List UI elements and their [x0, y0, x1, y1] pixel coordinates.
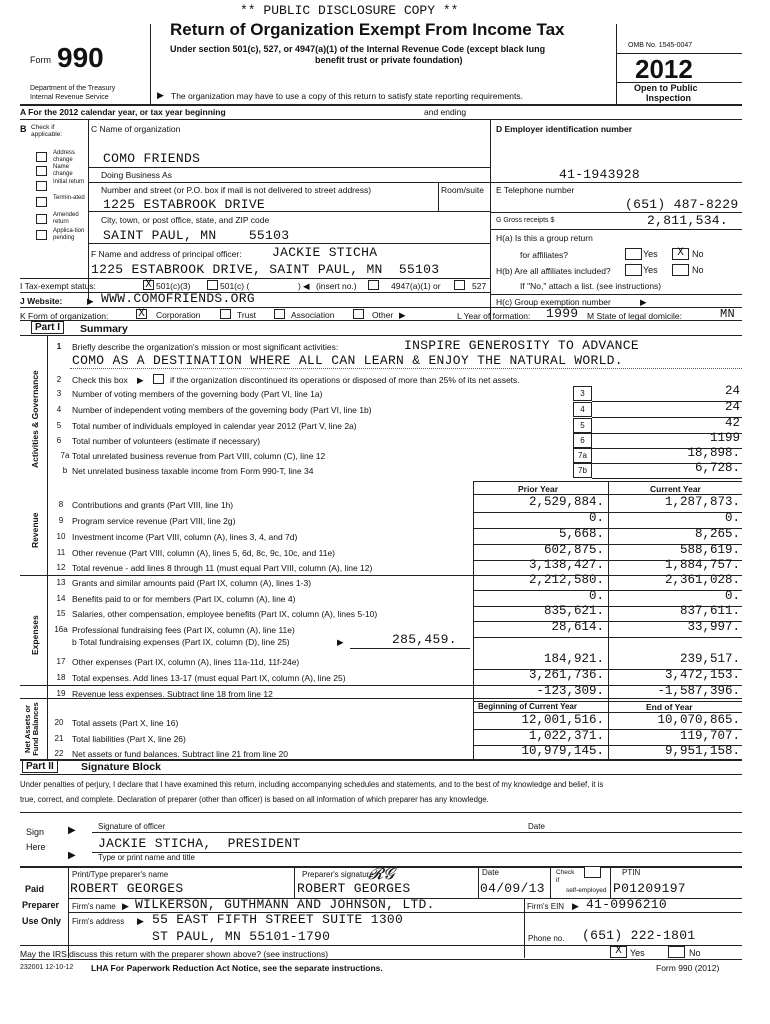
prep-date-value: 04/09/13	[480, 881, 545, 896]
other-arrow-icon: ▶	[399, 310, 406, 320]
line16b-value: 285,459.	[392, 632, 457, 647]
gov-line-num: 4	[56, 405, 62, 414]
line2-num: 2	[56, 375, 62, 384]
status-4947-label: 4947(a)(1) or	[391, 281, 441, 291]
subtitle-line3: The organization may have to use a copy of this return to satisfy state reporting requirements.	[171, 91, 523, 101]
domicile-value: MN	[720, 307, 736, 321]
phone-no-label: Phone no.	[528, 934, 565, 943]
hc-arrow-icon: ▶	[640, 297, 647, 307]
gov-line-label: Number of independent voting members of the governing body (Part VI, line 1b)	[72, 405, 372, 415]
arrow-icon: ▶	[157, 90, 164, 100]
fin-prior-value: 602,875.	[543, 543, 604, 557]
ein-label: D Employer identification number	[496, 124, 633, 134]
self-employed-label: self-employed	[566, 887, 607, 894]
gov-line-num: 6	[56, 436, 62, 445]
line16b-arrow-icon: ▶	[337, 637, 344, 647]
dept-line1: Department of the Treasury	[30, 85, 116, 92]
website-value: WWW.COMOFRIENDS.ORG	[101, 291, 255, 306]
fin-prior-value: -123,309.	[536, 684, 604, 698]
org-name-label: C Name of organization	[91, 124, 181, 134]
fin-line-label: Other expenses (Part IX, column (A), lines 11a-11d, 11f-24e)	[72, 657, 300, 667]
mission-line2: COMO AS A DESTINATION WHERE ALL CAN LEARN & ENJOY THE NATURAL WORLD.	[72, 353, 623, 368]
b-checkbox-address[interactable]	[36, 152, 47, 162]
line-b-letter: B	[20, 124, 27, 134]
use-only-label: Use Only	[22, 916, 62, 926]
fin-line-label: Total revenue - add lines 8 through 11 (must equal Part VIII, column (A), line 12)	[72, 563, 373, 573]
current-year-header: Current Year	[650, 484, 701, 494]
room-label: Room/suite	[441, 185, 484, 195]
form-title: Return of Organization Exempt From Income Tax	[170, 20, 565, 39]
fin-current-value: 588,619.	[679, 543, 740, 557]
perjury-line1: Under penalties of perjury, I declare that I have examined this return, including accompanying schedules and statements, and to the best of my knowledge and belief, it is	[20, 780, 604, 789]
form-org-other: Other	[372, 310, 394, 320]
firm-name-value: WILKERSON, GUTHMANN AND JOHNSON, LTD.	[135, 897, 435, 912]
officer-name: JACKIE STICHA	[272, 245, 378, 260]
net-line-label: Total liabilities (Part X, line 26)	[72, 734, 186, 744]
city-label: City, town, or post office, state, and ZIP code	[101, 215, 270, 225]
firm-ein-value: 41-0996210	[586, 897, 668, 912]
fin-line-label: Total expenses. Add lines 13-17 (must equal Part IX, column (A), line 25)	[72, 673, 346, 683]
fin-line-label: Other revenue (Part VIII, column (A), lines 5, 6d, 8c, 9c, 10c, and 11e)	[72, 548, 335, 558]
officer-typed-name: JACKIE STICHA, PRESIDENT	[98, 836, 301, 851]
discuss-no-checkbox[interactable]	[668, 946, 685, 958]
fin-prior-value: 5,668.	[558, 527, 604, 541]
line2-checkbox[interactable]	[153, 374, 164, 384]
net-line-num: 20	[54, 718, 64, 727]
mission-line1: INSPIRE GENEROSITY TO ADVANCE	[404, 338, 639, 353]
line1-num: 1	[56, 342, 62, 351]
form-org-association: Association	[291, 310, 335, 320]
status-501c-checkbox[interactable]	[207, 280, 218, 290]
street-label: Number and street (or P.O. box if mail is not delivered to street address)	[101, 185, 372, 195]
gov-line-value: 18,898.	[687, 446, 740, 460]
b-checkbox-terminated[interactable]	[36, 197, 47, 207]
b-label-initial: Initial return	[53, 179, 85, 185]
prior-year-header: Prior Year	[518, 484, 559, 494]
fin-current-value: 8,265.	[694, 527, 740, 541]
gov-line-label: Total number of volunteers (estimate if necessary)	[72, 436, 261, 446]
self-employed-checkbox[interactable]	[584, 866, 601, 878]
status-4947-checkbox[interactable]	[368, 280, 379, 290]
sig-officer-label: Signature of officer	[98, 822, 166, 831]
fin-line-num: 18	[56, 673, 66, 682]
line2-text: if the organization discontinued its operations or disposed of more than 25% of its net assets.	[170, 375, 520, 385]
line-a-ending: and ending	[424, 107, 467, 117]
website-label: J Website:	[20, 296, 63, 306]
fin-current-value: -1,587,396.	[657, 684, 740, 698]
org-street: 1225 ESTABROOK DRIVE	[103, 197, 266, 212]
preparer-label: Preparer	[22, 900, 60, 910]
fin-line-label: Investment income (Part VIII, column (A), lines 3, 4, and 7d)	[72, 532, 298, 542]
gov-line-num: 5	[56, 421, 62, 430]
perjury-line2: true, correct, and complete. Declaration of preparer (other than officer) is based on all information of which preparer has any knowledge.	[20, 795, 489, 804]
firm-name-label: Firm's name	[72, 902, 116, 911]
b-checkbox-name[interactable]	[36, 166, 47, 176]
b-checkbox-initial[interactable]	[36, 181, 47, 191]
hb-note: If "No," attach a list. (see instructions)	[520, 281, 662, 291]
b-checkbox-application[interactable]	[36, 230, 47, 240]
firm-ein-label: Firm's EIN	[527, 902, 565, 911]
b-checkbox-amended[interactable]	[36, 214, 47, 224]
form-org-corporation-checkbox[interactable]: X	[136, 309, 147, 319]
prep-sig-label: Preparer's signature	[302, 870, 374, 879]
net-line-label: Net assets or fund balances. Subtract line 21 from line 20	[72, 749, 288, 759]
status-label: I Tax-exempt status:	[20, 281, 96, 291]
if-label: if	[556, 877, 560, 884]
here-label: Here	[26, 842, 46, 852]
side-expenses: Expenses	[30, 615, 40, 655]
form-word: Form	[30, 55, 51, 65]
hb-no-label: No	[692, 265, 704, 275]
fin-line-num: 13	[56, 578, 66, 587]
net-line-label: Total assets (Part X, line 16)	[72, 718, 179, 728]
status-501c3-checkbox[interactable]: X	[143, 280, 154, 290]
net-prior-value: 10,979,145.	[521, 744, 604, 758]
fin-current-value: 1,884,757.	[664, 558, 740, 572]
gross-label: G Gross receipts $	[496, 217, 555, 224]
preparer-phone-value: (651) 222-1801	[582, 928, 696, 943]
paid-label: Paid	[25, 884, 45, 894]
hc-label: H(c) Group exemption number	[496, 297, 611, 307]
firm-addr-arrow-icon: ▶	[137, 916, 144, 926]
form-org-trust-checkbox[interactable]	[220, 309, 231, 319]
ha-yes-checkbox[interactable]	[625, 248, 642, 260]
hb-label: H(b) Are all affiliates included?	[496, 266, 611, 276]
fin-current-value: 3,472,153.	[664, 668, 740, 682]
gov-line-label: Net unrelated business taxable income from Form 990-T, line 34	[72, 466, 314, 476]
open-public-1: Open to Public	[634, 83, 698, 93]
sign-label: Sign	[26, 827, 45, 837]
discuss-yes-checkbox[interactable]: X	[610, 946, 627, 958]
b-label-application: Applica-tion pending	[53, 228, 85, 241]
hb-yes-checkbox[interactable]	[625, 264, 642, 276]
fin-current-value: 2,361,028.	[664, 573, 740, 587]
gov-line-label: Number of voting members of the governing body (Part VI, line 1a)	[72, 389, 323, 399]
net-prior-value: 12,001,516.	[521, 713, 604, 727]
gov-line-box: 7a	[573, 448, 592, 463]
tax-year: 2012	[635, 54, 693, 84]
ha-yes-label: Yes	[643, 249, 658, 259]
line2-label: Check this box	[72, 375, 128, 385]
status-501c3-label: 501(c)(3)	[156, 281, 191, 291]
fin-current-value: 0.	[724, 589, 740, 603]
form-org-association-checkbox[interactable]	[274, 309, 285, 319]
domicile-label: M State of legal domicile:	[587, 311, 682, 321]
part2-title: Signature Block	[81, 761, 161, 773]
hb-yes-label: Yes	[643, 265, 658, 275]
line16b-label: b Total fundraising expenses (Part IX, column (D), line 25)	[72, 637, 290, 647]
fin-line-num: 17	[56, 657, 66, 666]
fin-line-num: 14	[56, 594, 66, 603]
line1-label: Briefly describe the organization's mission or most significant activities:	[72, 342, 339, 352]
website-arrow-icon: ▶	[87, 296, 94, 306]
fin-line-num: 9	[58, 516, 64, 525]
net-line-num: 21	[54, 734, 64, 743]
sign-arrow-icon-2: ▶	[68, 850, 76, 861]
fin-prior-value: 2,212,580.	[528, 573, 604, 587]
net-current-value: 9,951,158.	[664, 744, 740, 758]
footer-lha: LHA For Paperwork Reduction Act Notice, see the separate instructions.	[91, 963, 383, 973]
fin-current-value: 33,997.	[687, 620, 740, 634]
ptin-value: P01209197	[613, 881, 686, 896]
fin-prior-value: 3,261,736.	[528, 668, 604, 682]
fin-prior-value: 28,614.	[551, 620, 604, 634]
omb-number: OMB No. 1545-0047	[628, 42, 693, 49]
disclosure-banner: ** PUBLIC DISCLOSURE COPY **	[240, 3, 459, 18]
b-label-amended: Amended return	[53, 212, 79, 225]
open-public-2: Inspection	[646, 93, 692, 103]
dept-line2: Internal Revenue Service	[30, 94, 109, 101]
fin-line-num: 8	[58, 500, 64, 509]
prep-name-value: ROBERT GEORGES	[70, 881, 184, 896]
fin-line-num: 19	[56, 689, 66, 698]
form-org-other-checkbox[interactable]	[353, 309, 364, 319]
check-label: Check	[556, 869, 575, 876]
fin-prior-value: 0.	[588, 589, 604, 603]
gov-line-box: 3	[573, 386, 592, 401]
ptin-label: PTIN	[622, 868, 641, 877]
ha-no-checkbox[interactable]: X	[672, 248, 689, 260]
part1-label: Part I	[31, 321, 64, 334]
b-label-address: Address change	[53, 150, 76, 163]
gov-line-num: 7a	[60, 451, 70, 460]
prep-name-label: Print/Type preparer's name	[72, 870, 169, 879]
discuss-yes-label: Yes	[630, 948, 645, 958]
firm-ein-arrow-icon: ▶	[572, 901, 579, 911]
year-formation-value: 1999	[546, 306, 579, 321]
type-name-label: Type or print name and title	[98, 853, 195, 862]
line-a-label: A For the 2012 calendar year, or tax year beginning	[20, 107, 226, 117]
year-formation-label: L Year of formation:	[457, 311, 531, 321]
fin-line-label: Salaries, other compensation, employee benefits (Part IX, column (A), lines 5-10)	[72, 609, 378, 619]
part2-label: Part II	[22, 760, 58, 773]
b-label-terminated: Termin-ated	[53, 195, 85, 201]
fin-line-label: Contributions and grants (Part VIII, line 1h)	[72, 500, 234, 510]
side-activities-governance: Activities & Governance	[30, 370, 40, 468]
form-org-corporation: Corporation	[156, 310, 201, 320]
org-name: COMO FRIENDS	[103, 151, 201, 166]
gov-line-box: 4	[573, 402, 592, 417]
subtitle-line1: Under section 501(c), 527, or 4947(a)(1) of the Internal Revenue Code (except black lung	[170, 44, 546, 54]
net-current-value: 119,707.	[679, 729, 740, 743]
phone-label: E Telephone number	[496, 185, 575, 195]
gov-line-value: 1199	[709, 431, 740, 445]
b-label-name: Name change	[53, 164, 73, 177]
dba-label: Doing Business As	[101, 170, 172, 180]
subtitle-line2: benefit trust or private foundation)	[315, 55, 463, 65]
officer-label: F Name and address of principal officer:	[91, 249, 242, 259]
gov-line-label: Total unrelated business revenue from Part VIII, column (C), line 12	[72, 451, 326, 461]
firm-addr-line1: 55 EAST FIFTH STREET SUITE 1300	[152, 912, 404, 927]
firm-addr-line2: ST PAUL, MN 55101-1790	[152, 929, 331, 944]
status-insert-label: (insert no.)	[316, 281, 357, 291]
end-year-header: End of Year	[646, 702, 693, 712]
ha-label: H(a) Is this a group return	[496, 233, 593, 243]
fin-line-label: Professional fundraising fees (Part IX, column (A), line 11e)	[72, 625, 295, 635]
officer-address: 1225 ESTABROOK DRIVE, SAINT PAUL, MN 55103	[91, 262, 440, 277]
gov-line-num: b	[62, 466, 68, 475]
fin-prior-value: 835,621.	[543, 604, 604, 618]
firm-addr-label: Firm's address	[72, 917, 125, 926]
fin-line-label: Revenue less expenses. Subtract line 18 from line 12	[72, 689, 273, 699]
fin-line-num: 15	[56, 609, 66, 618]
ha-no-label: No	[692, 249, 704, 259]
gov-line-value: 24	[724, 400, 740, 414]
footer-code: 232001 12-10-12	[20, 964, 74, 971]
phone-value: (651) 487-8229	[625, 197, 739, 212]
gov-line-value: 42	[724, 416, 740, 430]
discuss-label: May the IRS discuss this return with the preparer shown above? (see instructions)	[20, 949, 329, 959]
gov-line-box: 6	[573, 433, 592, 448]
firm-name-arrow-icon: ▶	[122, 901, 129, 911]
fin-line-num: 10	[56, 532, 66, 541]
prep-date-label: Date	[482, 868, 499, 877]
gov-line-label: Total number of individuals employed in calendar year 2012 (Part V, line 2a)	[72, 421, 357, 431]
form-org-trust: Trust	[237, 310, 257, 320]
status-527-checkbox[interactable]	[454, 280, 465, 290]
fin-line-label: Grants and similar amounts paid (Part IX, column (A), lines 1-3)	[72, 578, 312, 588]
discuss-no-label: No	[689, 948, 701, 958]
org-city: SAINT PAUL, MN 55103	[103, 228, 290, 243]
fin-prior-value: 184,921.	[543, 652, 604, 666]
status-501c-label: 501(c) (	[220, 281, 250, 291]
gov-line-num: 3	[56, 389, 62, 398]
gov-line-value: 24	[724, 384, 740, 398]
sig-date-label: Date	[528, 822, 545, 831]
side-revenue: Revenue	[30, 512, 40, 548]
gov-line-box: 7b	[573, 463, 592, 478]
gov-line-value: 6,728.	[694, 461, 740, 475]
net-prior-value: 1,022,371.	[528, 729, 604, 743]
side-net-assets: Net Assets or Fund Balances	[23, 702, 40, 756]
fin-line-num: 16a	[54, 625, 68, 634]
ein-value: 41-1943928	[559, 167, 641, 182]
fin-prior-value: 2,529,884.	[528, 495, 604, 509]
status-527-label: 527	[472, 281, 487, 291]
gross-value: 2,811,534.	[647, 213, 729, 228]
check-if-applicable: Check if applicable:	[31, 124, 63, 138]
fin-line-label: Program service revenue (Part VIII, line 2g)	[72, 516, 236, 526]
fin-line-num: 11	[56, 548, 66, 557]
prep-sig-typed: ROBERT GEORGES	[297, 881, 411, 896]
fin-prior-value: 0.	[588, 511, 604, 525]
fin-line-label: Benefits paid to or for members (Part IX, column (A), line 4)	[72, 594, 296, 604]
net-current-value: 10,070,865.	[657, 713, 740, 727]
insert-arrow-icon: ◀	[303, 281, 310, 291]
fin-current-value: 239,517.	[679, 652, 740, 666]
fin-prior-value: 3,138,427.	[528, 558, 604, 572]
begin-year-header: Beginning of Current Year	[478, 702, 577, 711]
fin-current-value: 1,287,873.	[664, 495, 740, 509]
form-number: 990	[57, 42, 104, 73]
sign-arrow-icon-1: ▶	[68, 825, 76, 836]
fin-current-value: 837,611.	[679, 604, 740, 618]
signature-image: 𝓡𝓖	[368, 864, 395, 883]
fin-current-value: 0.	[724, 511, 740, 525]
gov-line-box: 5	[573, 418, 592, 433]
hb-no-checkbox[interactable]	[672, 264, 689, 276]
footer-form: Form 990 (2012)	[656, 963, 720, 973]
status-501c-close: )	[298, 281, 301, 291]
fin-line-num: 12	[56, 563, 66, 572]
form-org-label: K Form of organization:	[20, 311, 109, 321]
ha-label2: for affiliates?	[520, 250, 569, 260]
part1-title: Summary	[80, 323, 128, 335]
net-line-num: 22	[54, 749, 64, 758]
line2-arrow-icon: ▶	[137, 375, 144, 385]
